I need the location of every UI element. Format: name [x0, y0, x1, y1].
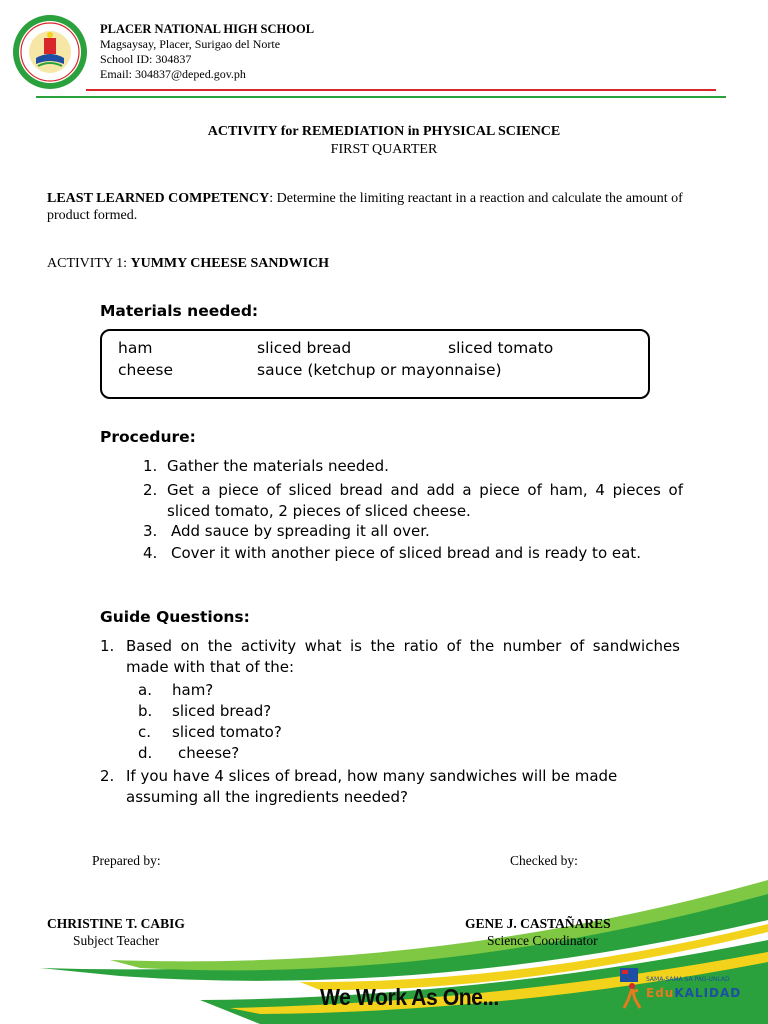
prepared-by-label: Prepared by:	[92, 853, 161, 868]
material-item: ham	[118, 339, 153, 357]
step-text: Cover it with another piece of sliced bread and is ready to eat.	[171, 544, 641, 562]
guide-question	[100, 766, 680, 808]
guide-question	[100, 636, 680, 678]
activity-1-prefix: ACTIVITY 1:	[47, 256, 131, 271]
materials-heading: Materials needed:	[100, 302, 259, 320]
edu-prefix: Edu	[646, 986, 675, 1000]
procedure-step	[143, 480, 683, 522]
school-seal-logo	[12, 14, 88, 90]
step-text: Get a piece of sliced bread and add a piece of ham, 4 pieces of sliced tomato, 2 pieces of sliced cheese.	[167, 481, 683, 520]
sub-question-text: sliced tomato?	[172, 723, 282, 741]
header-red-rule	[86, 89, 716, 91]
sub-question-text: ham?	[172, 681, 214, 699]
activity-1-heading	[47, 256, 329, 272]
material-item: sauce (ketchup or mayonnaise)	[257, 361, 502, 379]
sub-question-letter: c.	[138, 723, 152, 741]
sub-question-letter: b.	[138, 702, 153, 720]
sub-question-letter: d.	[138, 744, 153, 762]
edu-suffix: KALIDAD	[674, 986, 742, 1000]
checker-name: GENE J. CASTAÑARES	[465, 916, 611, 931]
guide-questions-heading: Guide Questions:	[100, 608, 250, 626]
school-name: PLACER NATIONAL HIGH SCHOOL	[100, 22, 315, 36]
checker-role: Science Coordinator	[487, 933, 598, 948]
question-text: If you have 4 slices of bread, how many sandwiches will be made assuming all the ingredients needed?	[126, 767, 618, 806]
edukalidad-figure-icon	[618, 966, 644, 1010]
procedure-step	[143, 543, 683, 564]
school-address: Magsaysay, Placer, Surigao del Norte	[100, 37, 281, 51]
edukalidad-logo-text	[646, 986, 741, 1000]
header-green-rule	[36, 96, 726, 98]
competency-text: : Determine the limiting reactant in a reaction and calculate the amount of product formed.	[47, 191, 683, 223]
footer-motto: We Work As One...	[320, 984, 499, 1010]
step-text: Add sauce by spreading it all over.	[171, 522, 430, 540]
sub-question	[138, 722, 282, 743]
procedure-step	[143, 456, 389, 477]
school-info	[100, 22, 314, 82]
question-text: Based on the activity what is the ratio of the number of sandwiches made with that of the:	[126, 637, 680, 676]
quarter-title: FIRST QUARTER	[330, 142, 438, 157]
material-item: sliced bread	[257, 339, 352, 357]
step-text: Gather the materials needed.	[167, 457, 389, 475]
question-number: 2.	[100, 767, 115, 785]
activity-title: ACTIVITY for REMEDIATION in PHYSICAL SCIENCE	[207, 124, 561, 139]
checked-by-label: Checked by:	[510, 853, 578, 868]
competency-label: LEAST LEARNED COMPETENCY	[47, 191, 270, 206]
procedure-heading: Procedure:	[100, 428, 196, 446]
sub-question	[138, 743, 239, 764]
sub-question-text: cheese?	[178, 744, 240, 762]
edukalidad-tagline: SAMA-SAMA SA PAG-UNLAD	[646, 976, 730, 983]
step-number: 2.	[143, 481, 158, 499]
preparer-name: CHRISTINE T. CABIG	[47, 916, 185, 931]
material-item: cheese	[118, 361, 174, 379]
school-id: School ID: 304837	[100, 52, 192, 66]
step-number: 4.	[143, 544, 158, 562]
sub-question	[138, 701, 271, 722]
competency-paragraph	[47, 190, 697, 224]
activity-1-name: YUMMY CHEESE SANDWICH	[130, 256, 330, 271]
procedure-step	[143, 521, 430, 542]
sub-question-text: sliced bread?	[172, 702, 272, 720]
sub-question-letter: a.	[138, 681, 152, 699]
preparer-role: Subject Teacher	[73, 933, 160, 948]
question-number: 1.	[100, 637, 115, 655]
school-email: Email: 304837@deped.gov.ph	[100, 67, 246, 81]
material-item: sliced tomato	[448, 339, 554, 357]
step-number: 1.	[143, 457, 158, 475]
sub-question	[138, 680, 213, 701]
step-number: 3.	[143, 522, 158, 540]
